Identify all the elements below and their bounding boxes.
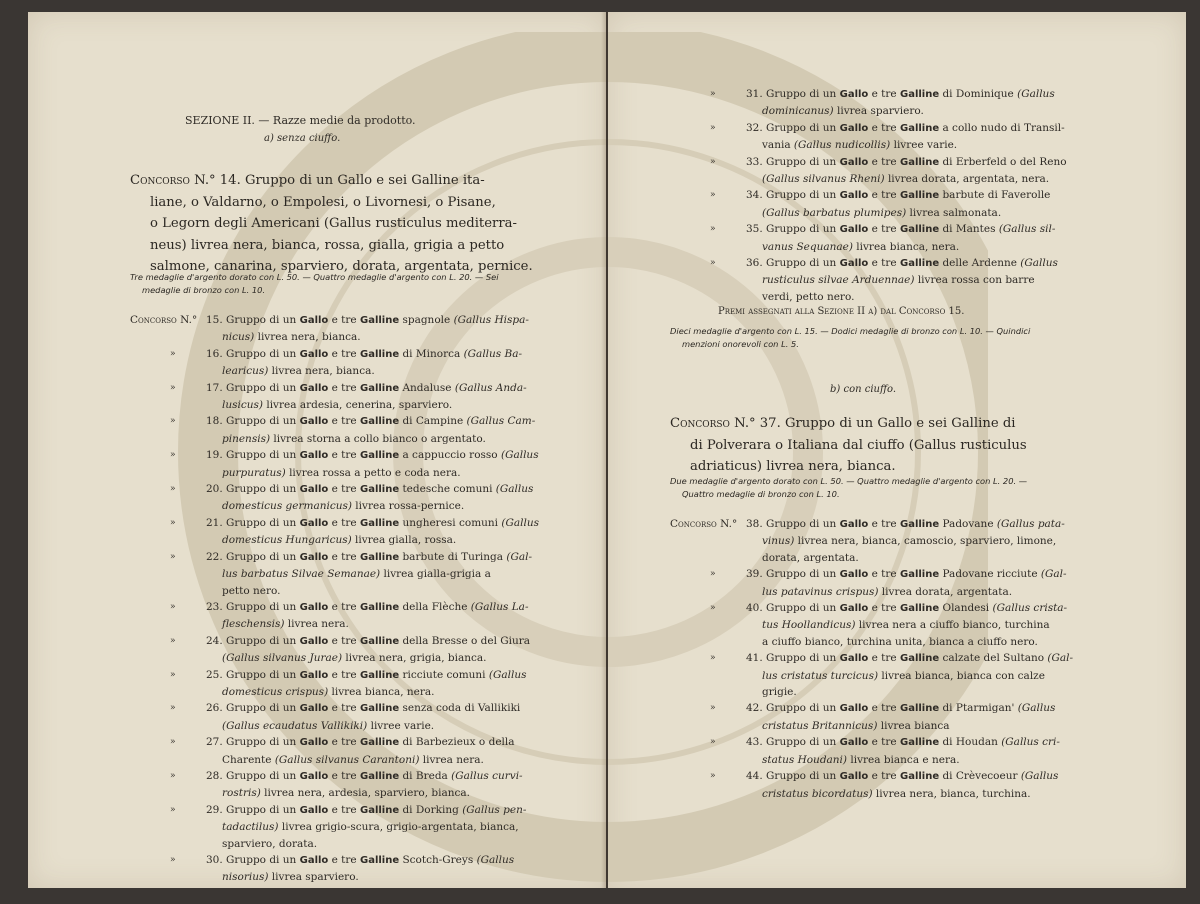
entry-label: » — [710, 771, 716, 782]
concorso-entry: Concorso N.° 15. Gruppo di un Gallo e tre Galline spagnole (Gallus Hispa- nicus) livrea nera, bianca. — [130, 314, 529, 344]
entry-number: 42. — [746, 702, 767, 715]
entry-number: 28. — [206, 769, 227, 782]
entry-label: » — [710, 224, 716, 235]
entry-number: 36. — [746, 257, 767, 270]
concorso-entry: » 28. Gruppo di un Gallo e tre Galline di Breda (Gallus curvi- rostris) livrea nera, ardesia, sparviero, bianca. — [170, 769, 523, 800]
entry-label: » — [710, 653, 716, 664]
section-title: SEZIONE II. — Razze medie da prodotto. — [185, 114, 416, 127]
premi-title: Premi assegnati alla Sezione II a) dal Concorso 15. — [718, 306, 965, 317]
concorso-entry: » 29. Gruppo di un Gallo e tre Galline di Dorking (Gallus pen- tadactilus) livrea grigio-scura, grigio-argentata, bianca, sparviero, dorata. — [170, 803, 527, 850]
concorso-entry: » 17. Gruppo di un Gallo e tre Galline Andaluse (Gallus Anda- lusicus) livrea ardesia, cenerina, sparviero. — [170, 381, 527, 412]
entry-number: 24. — [206, 634, 227, 647]
left-page — [28, 12, 606, 888]
concorso-entry: » 23. Gruppo di un Gallo e tre Galline della Flèche (Gallus La- fleschensis) livrea nera. — [170, 600, 529, 631]
concorso-entry: » 35. Gruppo di un Gallo e tre Galline di Mantes (Gallus sil- vanus Sequanae) livrea bianca, nera. — [710, 223, 1056, 253]
concorso-entry: » 20. Gruppo di un Gallo e tre Galline tedesche comuni (Gallus domesticus germanicus) livrea rossa-pernice. — [170, 483, 534, 513]
entry-label: » — [710, 190, 716, 201]
concorso-entry: » 41. Gruppo di un Gallo e tre Galline calzate del Sultano (Gal- lus cristatus turcicus) livrea bianca, bianca con calze grigie. — [710, 652, 1074, 699]
entry-label: » — [170, 348, 176, 359]
concorso-list-left — [130, 312, 590, 886]
entry-label: » — [170, 382, 176, 393]
concorso-entry: » 43. Gruppo di un Gallo e tre Galline di Houdan (Gallus cri- status Houdani) livrea bianca e nera. — [710, 736, 1060, 766]
entry-number: 32. — [746, 121, 767, 134]
entry-number: 17. — [206, 381, 227, 394]
entry-label: » — [170, 551, 176, 562]
entry-label: » — [710, 569, 716, 580]
entry-number: 26. — [206, 702, 227, 715]
entry-number: 41. — [746, 652, 767, 665]
subheading-a: a) senza ciuffo. — [264, 133, 341, 144]
concorso-entry: » 32. Gruppo di un Gallo e tre Galline a collo nudo di Transil- vania (Gallus nudicollis) livree varie. — [710, 121, 1065, 152]
entry-label: Concorso N.° — [670, 518, 738, 530]
concorso-entry: » 26. Gruppo di un Gallo e tre Galline senza coda di Vallikiki (Gallus ecaudatus Vallikiki) livree varie. — [170, 702, 521, 732]
concorso-entry: » 39. Gruppo di un Gallo e tre Galline Padovane ricciute (Gal- lus patavinus crispus) livrea dorata, argentata. — [710, 568, 1067, 598]
entry-label: » — [710, 737, 716, 748]
entry-number: 30. — [206, 854, 227, 866]
concorso-14: Concorso N.° 14. Gruppo di un Gallo e sei Galline ita- liane, o Valdarno, o Empolesi, o Livornesi, o Pisane, o Legorn degli Americani (Gallus rusticulus mediterra- neus) livrea nera, bianca, rossa, gialla, grigia a petto salmone, canarina, sparviero, dorata, argentata, pernice. — [130, 173, 533, 274]
concorso-list-right-1 — [670, 86, 1130, 305]
entry-label: Concorso N.° — [130, 314, 198, 326]
entry-label: » — [710, 258, 716, 269]
entry-number: 29. — [206, 803, 227, 816]
entry-label: » — [170, 804, 176, 815]
entry-number: 22. — [206, 550, 227, 563]
concorso-entry: » 16. Gruppo di un Gallo e tre Galline di Minorca (Gallus Ba- learicus) livrea nera, bianca. — [170, 347, 523, 378]
entry-label: » — [710, 89, 716, 99]
concorso-entry: » 44. Gruppo di un Gallo e tre Galline di Crèvecoeur (Gallus cristatus bicordatus) livrea nera, bianca, turchina. — [710, 770, 1059, 800]
concorso-entry: » 31. Gruppo di un Gallo e tre Galline di Dominique (Gallus dominicanus) livrea sparviero. — [710, 88, 1055, 118]
entry-number: 15. — [206, 314, 227, 326]
entry-label: » — [710, 603, 716, 614]
entry-label: » — [170, 416, 176, 427]
entry-label: » — [170, 517, 176, 528]
concorso-entry: » 40. Gruppo di un Gallo e tre Galline Olandesi (Gallus crista- tus Hoollandicus) livrea nera a ciuffo bianco, turchina a ciuffo bianco, turchina unita, bianca a ciuffo nero. — [710, 602, 1068, 648]
subheading-b: b) con ciuffo. — [830, 384, 897, 395]
entry-label: » — [170, 855, 176, 865]
concorso-entry: » 33. Gruppo di un Gallo e tre Galline di Erberfeld o del Reno (Gallus silvanus Rheni) livrea dorata, argentata, nera. — [710, 155, 1067, 186]
entry-label: » — [170, 450, 176, 461]
concorso-entry: » 18. Gruppo di un Gallo e tre Galline di Campine (Gallus Cam- pinensis) livrea storna a collo bianco o argentato. — [170, 415, 536, 445]
entry-label: » — [170, 770, 176, 781]
concorso-entry: » 24. Gruppo di un Gallo e tre Galline della Bresse o del Giura (Gallus silvanus Jurae) livrea nera, grigia, bianca. — [170, 634, 531, 665]
concorso-entry: » 30. Gruppo di un Gallo e tre Galline Scotch-Greys (Gallus nisorius) livrea sparviero. — [170, 854, 515, 884]
entry-number: 43. — [746, 736, 767, 749]
entry-number: 31. — [746, 88, 767, 100]
entry-number: 25. — [206, 668, 227, 681]
concorso-entry: » 36. Gruppo di un Gallo e tre Galline delle Ardenne (Gallus rusticulus silvae Arduennae) livrea rossa con barre verdi, petto nero. — [710, 257, 1058, 303]
entry-number: 34. — [746, 189, 767, 202]
concorso-entry: » 25. Gruppo di un Gallo e tre Galline ricciute comuni (Gallus domesticus crispus) livrea bianca, nera. — [170, 668, 527, 698]
concorso-37: Concorso N.° 37. Gruppo di un Gallo e sei Galline di di Polverara o Italiana dal ciuffo (Gallus rusticulus adriaticus) livrea nera, bianca. — [670, 416, 1027, 474]
entry-number: 21. — [206, 516, 227, 529]
entry-label: » — [710, 703, 716, 714]
entry-number: 40. — [746, 602, 767, 615]
entry-label: » — [170, 737, 176, 748]
premi-note: Dieci medaglie d'argento con L. 15. — Dodici medaglie di bronzo con L. 10. — Quindici menzioni onorevoli con L. 5. — [670, 326, 1031, 349]
entry-label: » — [170, 601, 176, 612]
entry-number: 19. — [206, 449, 227, 462]
entry-number: 33. — [746, 155, 767, 168]
concorso-entry: » 21. Gruppo di un Gallo e tre Galline ungheresi comuni (Gallus domesticus Hungaricus) livrea gialla, rossa. — [170, 516, 540, 547]
concorso-entry: » 22. Gruppo di un Gallo e tre Galline barbute di Turinga (Gal- lus barbatus Silvae Semanae) livrea gialla-grigia a petto nero. — [170, 550, 533, 597]
entry-number: 44. — [746, 770, 767, 783]
entry-label: » — [170, 635, 176, 646]
concorso-entry: » 19. Gruppo di un Gallo e tre Galline a cappuccio rosso (Gallus purpuratus) livrea rossa a petto e coda nera. — [170, 449, 539, 479]
entry-label: » — [710, 122, 716, 133]
entry-number: 20. — [206, 483, 227, 496]
entry-number: 16. — [206, 347, 227, 360]
entry-number: 39. — [746, 568, 767, 581]
concorso-entry: » 27. Gruppo di un Gallo e tre Galline di Barbezieux o della Charente (Gallus silvanus Carantoni) livrea nera. — [170, 736, 515, 766]
entry-number: 27. — [206, 736, 227, 749]
entry-number: 23. — [206, 600, 227, 613]
entry-number: 18. — [206, 415, 227, 428]
prize-note-14: Tre medaglie d'argento dorato con L. 50. — Quattro medaglie d'argento con L. 20. — Sei medaglie di bronzo con L. 10. — [130, 272, 499, 295]
right-page — [608, 12, 1186, 888]
entry-label: » — [170, 703, 176, 714]
concorso-entry: » 34. Gruppo di un Gallo e tre Galline barbute di Faverolle (Gallus barbatus plumipes) livrea salmonata. — [710, 189, 1051, 219]
entry-label: » — [170, 669, 176, 680]
concorso-entry: » 42. Gruppo di un Gallo e tre Galline di Ptarmigan' (Gallus cristatus Britannicus) livrea bianca — [710, 702, 1056, 732]
entry-label: » — [170, 484, 176, 495]
entry-label: » — [710, 156, 716, 167]
concorso-list-right-2 — [670, 516, 1130, 802]
entry-number: 35. — [746, 223, 767, 236]
entry-number: 38. — [746, 518, 767, 530]
concorso-entry: Concorso N.° 38. Gruppo di un Gallo e tre Galline Padovane (Gallus pata- vinus) livrea nera, bianca, camoscio, sparviero, limone, dorata, argentata. — [670, 518, 1065, 564]
prize-note-37: Due medaglie d'argento dorato con L. 50. — Quattro medaglie d'argento con L. 20. — Quattro medaglie di bronzo con L. 10. — [670, 476, 1028, 499]
